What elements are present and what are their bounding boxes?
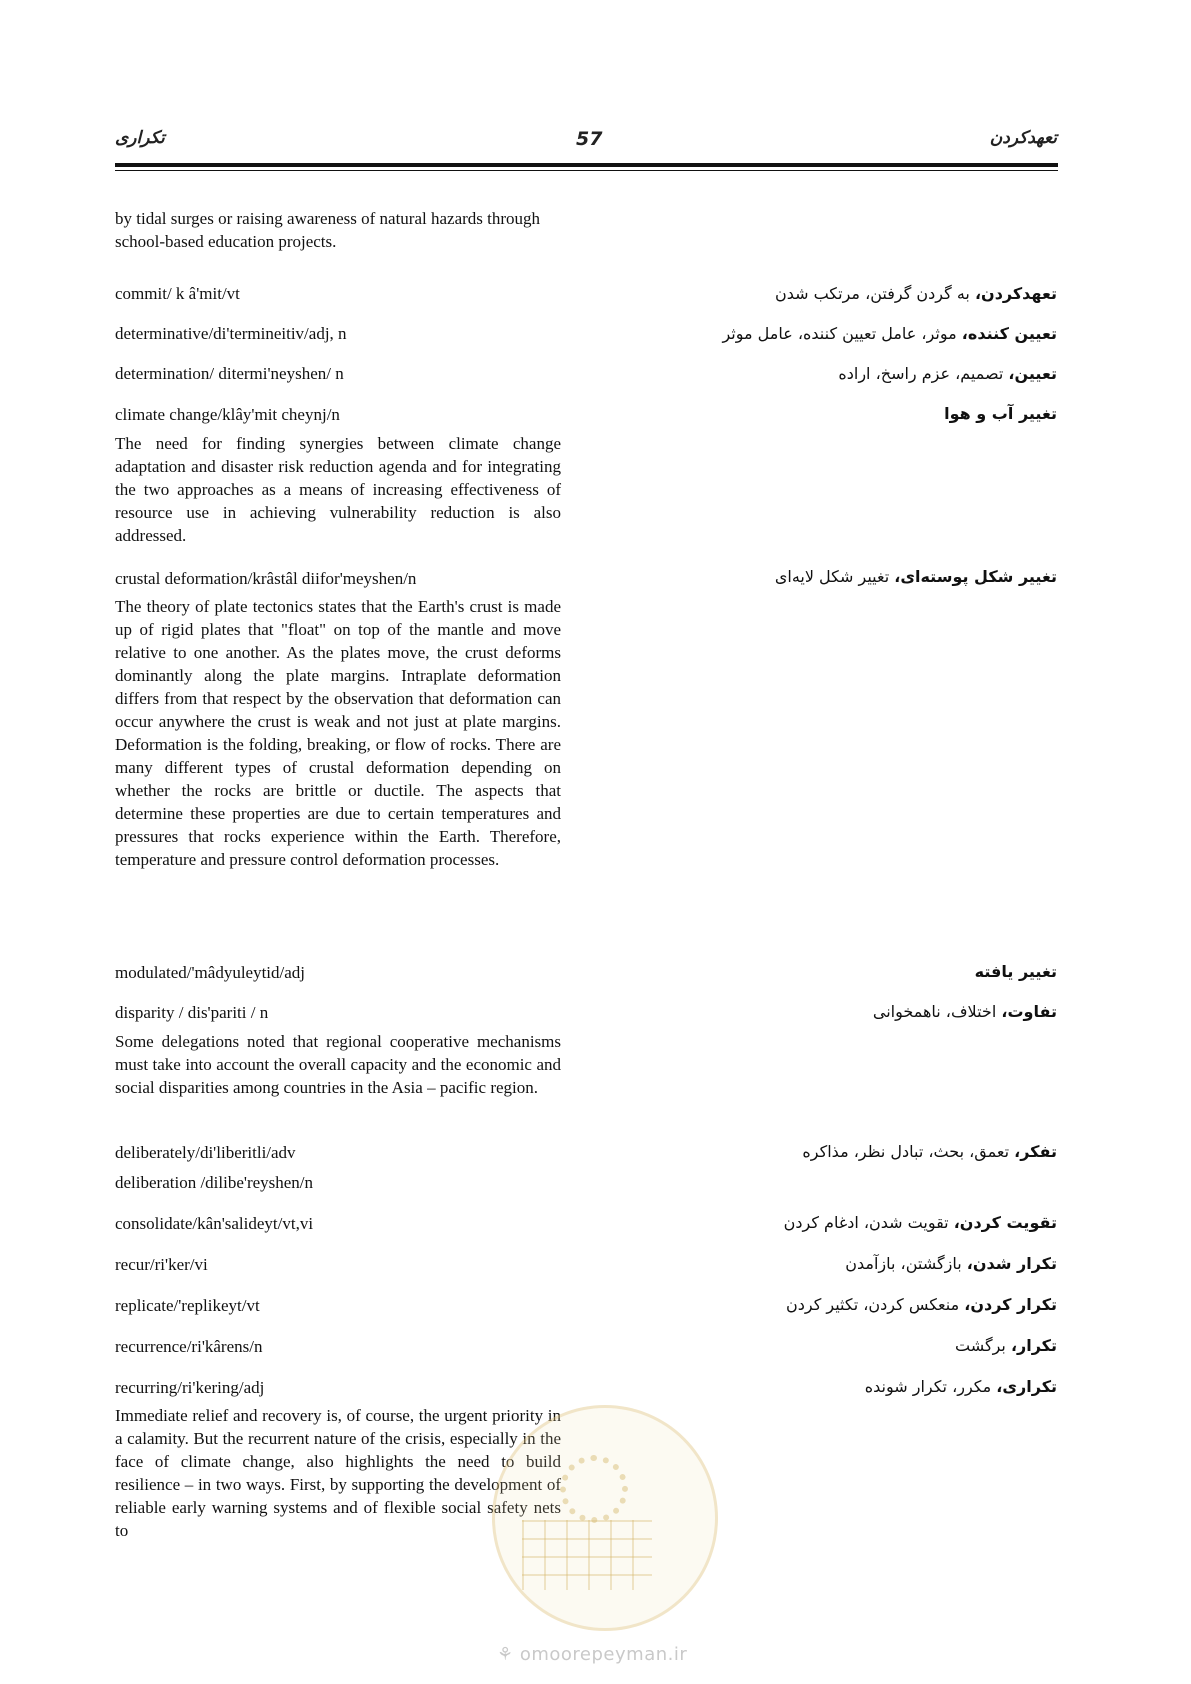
term-persian-headword: تغییر شکل پوسته‌ای، — [894, 567, 1057, 586]
term-persian-headword: تعیین کننده، — [961, 324, 1057, 343]
watermark-gear-icon — [560, 1455, 628, 1523]
term-persian — [873, 1001, 1057, 1023]
term-persian-headword: تعهدکردن، — [974, 284, 1057, 303]
term-persian — [775, 283, 1057, 305]
term-english: climate change/klây'mit cheynj/n — [115, 405, 340, 424]
term-persian-headword: تفکر، — [1014, 1142, 1057, 1161]
term-english: modulated/'mâdyuleytid/adj — [115, 963, 306, 982]
term-persian-meanings: تغییر شکل لایه‌ای — [774, 567, 895, 586]
term-english: recurring/ri'kering/adj — [115, 1378, 265, 1397]
term-persian-meanings: تعمق، بحث، تبادل نظر، مذاکره — [802, 1142, 1015, 1161]
term-persian — [975, 961, 1057, 983]
header-first-word: تعهدکردن — [989, 128, 1057, 148]
term-english: deliberately/di'liberitli/adv — [115, 1143, 296, 1162]
example-paragraph: The theory of plate tectonics states that the Earth's crust is made up of rigid plates that "float" on top of the mantle and move relative to one another. As the plates move, the crust deforms dominantly along the plate margins. Intraplate deformation differs from that respect by the observation that deformation can occur anywhere the crust is weak and not just at plate margins. Deformation is the folding, breaking, or flow of rocks. There are many different types of crustal deformation depending on whether the rocks are brittle or ductile. The aspects that determine these properties are due to certain temperatures and pressures that rocks experience within the Earth. Therefore, temperature and pressure control deformation processes. — [115, 597, 561, 869]
example-paragraph: Immediate relief and recovery is, of course, the urgent priority in a calamity. But the recurrent nature of the crisis, especially in the face of climate change, also highlights the need to build resilience – in two ways. First, by supporting the development of reliable early warning systems and of flexible social safety nets to — [115, 1406, 561, 1540]
watermark-url: ⚘ omoorepeyman.ir — [497, 1644, 688, 1665]
term-persian-headword: تعیین، — [1008, 364, 1057, 383]
header-rule-thick — [115, 163, 1058, 167]
term-persian-meanings: اختلاف، ناهمخوانی — [872, 1002, 1002, 1021]
example-paragraph: Some delegations noted that regional cooperative mechanisms must take into account the overall capacity and the economic and social disparities among countries in the Asia – pacific region. — [115, 1032, 561, 1097]
term-persian-meanings: به گردن گرفتن، مرتکب شدن — [774, 284, 975, 303]
header-rule-thin — [115, 170, 1058, 171]
term-persian-headword: تقویت کردن، — [953, 1213, 1057, 1232]
term-persian — [722, 323, 1057, 345]
watermark-url-text: omoorepeyman.ir — [519, 1644, 688, 1665]
header-last-word: تکراری — [115, 128, 165, 148]
term-persian-meanings: برگشت — [954, 1336, 1011, 1355]
term-persian-headword: تغییر آب و هوا — [944, 404, 1057, 423]
term-persian — [838, 363, 1057, 385]
term-persian-headword: تغییر یافته — [974, 962, 1057, 981]
term-persian — [955, 1335, 1057, 1357]
term-persian — [865, 1376, 1057, 1398]
term-persian-meanings: موثر، عامل تعیین کننده، عامل موثر — [722, 324, 962, 343]
term-persian-meanings: منعکس کردن، تکثیر کردن — [785, 1295, 965, 1314]
term-english: determination/ ditermi'neyshen/ n — [115, 364, 344, 383]
term-english: determinative/di'termineitiv/adj, n — [115, 324, 347, 343]
term-persian-meanings: تصمیم، عزم راسخ، اراده — [838, 364, 1009, 383]
term-persian — [845, 1253, 1057, 1275]
term-english: crustal deformation/krâstâl diifor'meyshen/n — [115, 569, 417, 588]
example-paragraph: The need for finding synergies between climate change adaptation and disaster risk reduction agenda and for integrating the two approaches as a means of increasing effectiveness of resource use in achieving vulnerability reduction is also addressed. — [115, 434, 561, 545]
term-persian — [786, 1294, 1057, 1316]
page-number: 57 — [576, 128, 603, 150]
term-persian-meanings: بازگشتن، بازآمدن — [845, 1254, 967, 1273]
term-persian-headword: تکرار شدن، — [966, 1254, 1057, 1273]
term-english: recurrence/ri'kârens/n — [115, 1337, 263, 1356]
term-english: commit/ k â'mit/vt — [115, 284, 240, 303]
term-persian — [775, 566, 1057, 588]
term-english: disparity / dis'pariti / n — [115, 1003, 269, 1022]
term-english: deliberation /dilibe'reyshen/n — [115, 1173, 314, 1192]
term-persian-headword: تکرار، — [1010, 1336, 1057, 1355]
term-persian-headword: تکرار کردن، — [964, 1295, 1057, 1314]
watermark-grid — [522, 1520, 652, 1590]
term-persian-headword: تکراری، — [996, 1377, 1057, 1396]
term-persian-meanings: مکرر، تکرار شونده — [864, 1377, 997, 1396]
term-persian-headword: تفاوت، — [1001, 1002, 1057, 1021]
term-persian — [944, 403, 1057, 425]
term-english: replicate/'replikeyt/vt — [115, 1296, 260, 1315]
term-english: recur/ri'ker/vi — [115, 1255, 208, 1274]
term-english: consolidate/kân'salideyt/vt,vi — [115, 1214, 314, 1233]
term-persian — [802, 1141, 1057, 1163]
term-persian — [784, 1212, 1057, 1234]
term-persian-meanings: تقویت شدن، ادغام کردن — [783, 1213, 954, 1232]
example-paragraph: by tidal surges or raising awareness of natural hazards through school-based education projects. — [115, 209, 541, 251]
